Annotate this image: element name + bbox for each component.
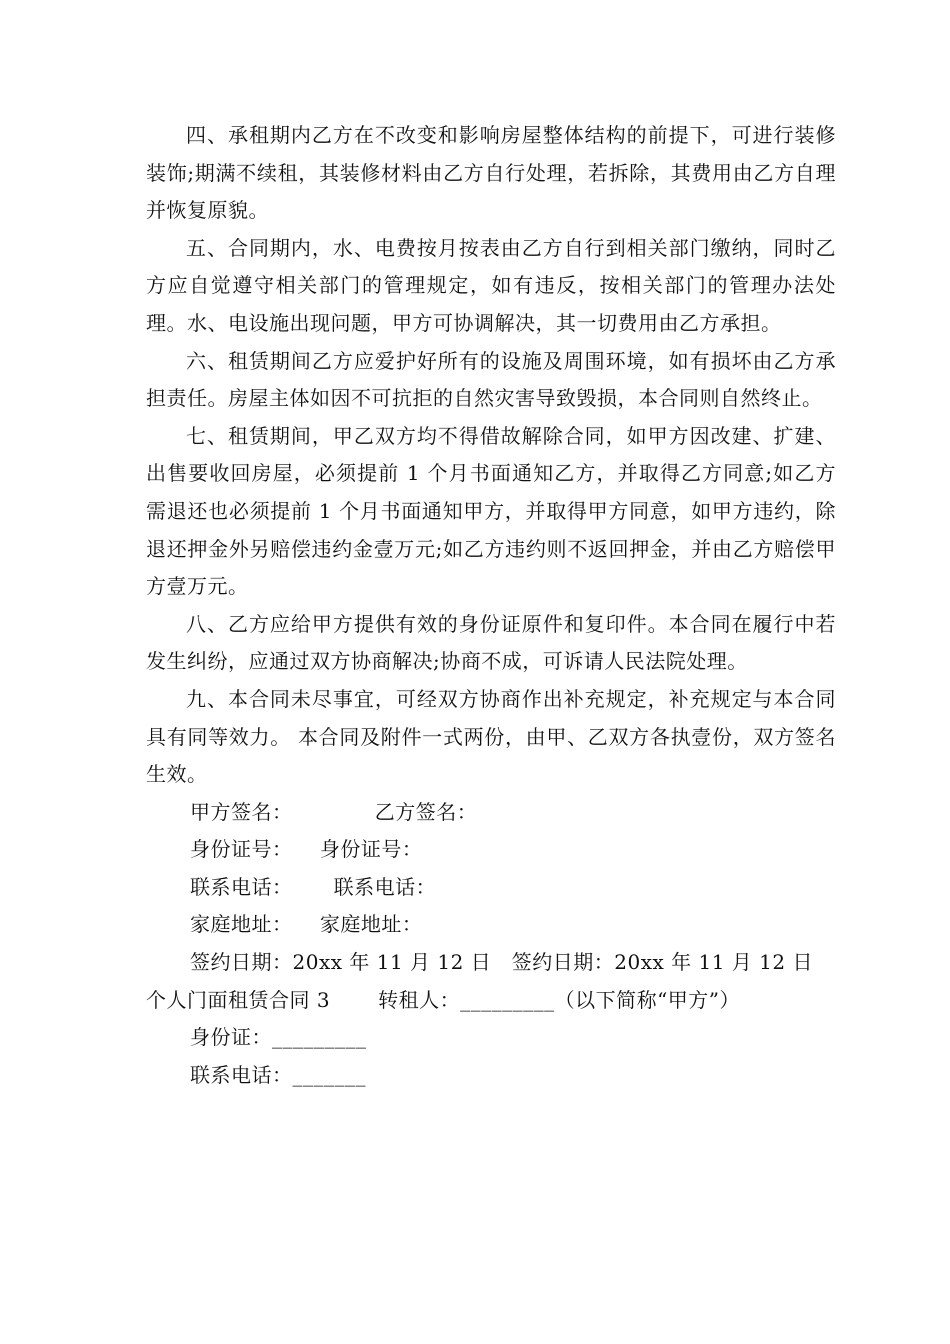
clause-6: 六、租赁期间乙方应爱护好所有的设施及周围环境，如有损坏由乙方承担责任。房屋主体如因不可抗拒的自然灾害导致毁损，本合同则自然终止。 bbox=[146, 348, 836, 411]
next-contract-heading: 个人门面租赁合同 3 转租人：_________（以下简称“甲方”） bbox=[146, 987, 741, 1012]
clause-7: 七、租赁期间，甲乙双方均不得借故解除合同，如甲方因改建、扩建、出售要收回房屋，必须提前 1 个月书面通知乙方，并取得乙方同意;如乙方需退还也必须提前 1 个月书面通知甲方，并取得甲方同意，如甲方违约，除退还押金外另赔偿违约金壹万元;如乙方违约则不返回押金，并由乙方赔偿甲方壹万元。 bbox=[146, 423, 836, 599]
clause-4: 四、承租期内乙方在不改变和影响房屋整体结构的前提下，可进行装修装饰;期满不续租，其装修材料由乙方自行处理，若拆除，其费用由乙方自理并恢复原貌。 bbox=[146, 123, 836, 223]
clause-8: 八、乙方应给甲方提供有效的身份证原件和复印件。本合同在履行中若发生纠纷，应通过双方协商解决;协商不成，可诉请人民法院处理。 bbox=[146, 611, 836, 674]
clause-9: 九、本合同未尽事宜，可经双方协商作出补充规定，补充规定与本合同具有同等效力。 本合同及附件一式两份，由甲、乙双方各执壹份，双方签名生效。 bbox=[146, 686, 836, 787]
signature-addresses-line: 家庭地址： 家庭地址： bbox=[190, 912, 423, 937]
signature-phones-line: 联系电话： 联系电话： bbox=[190, 874, 437, 899]
next-contract-id-line: 身份证：_________ bbox=[190, 1025, 367, 1050]
signature-dates-line: 签约日期：20xx 年 11 月 12 日 签约日期：20xx 年 11 月 12 日 bbox=[190, 950, 813, 975]
next-contract-phone-line: 联系电话：_______ bbox=[190, 1062, 366, 1087]
clause-5: 五、合同期内，水、电费按月按表由乙方自行到相关部门缴纳，同时乙方应自觉遵守相关部门的管理规定，如有违反，按相关部门的管理办法处理。水、电设施出现问题，甲方可协调解决，其一切费用由乙方承担。 bbox=[146, 235, 836, 335]
signature-ids-line: 身份证号： 身份证号： bbox=[190, 837, 423, 862]
document-page bbox=[146, 117, 836, 1094]
signature-names-line: 甲方签名： 乙方签名： bbox=[190, 799, 478, 824]
